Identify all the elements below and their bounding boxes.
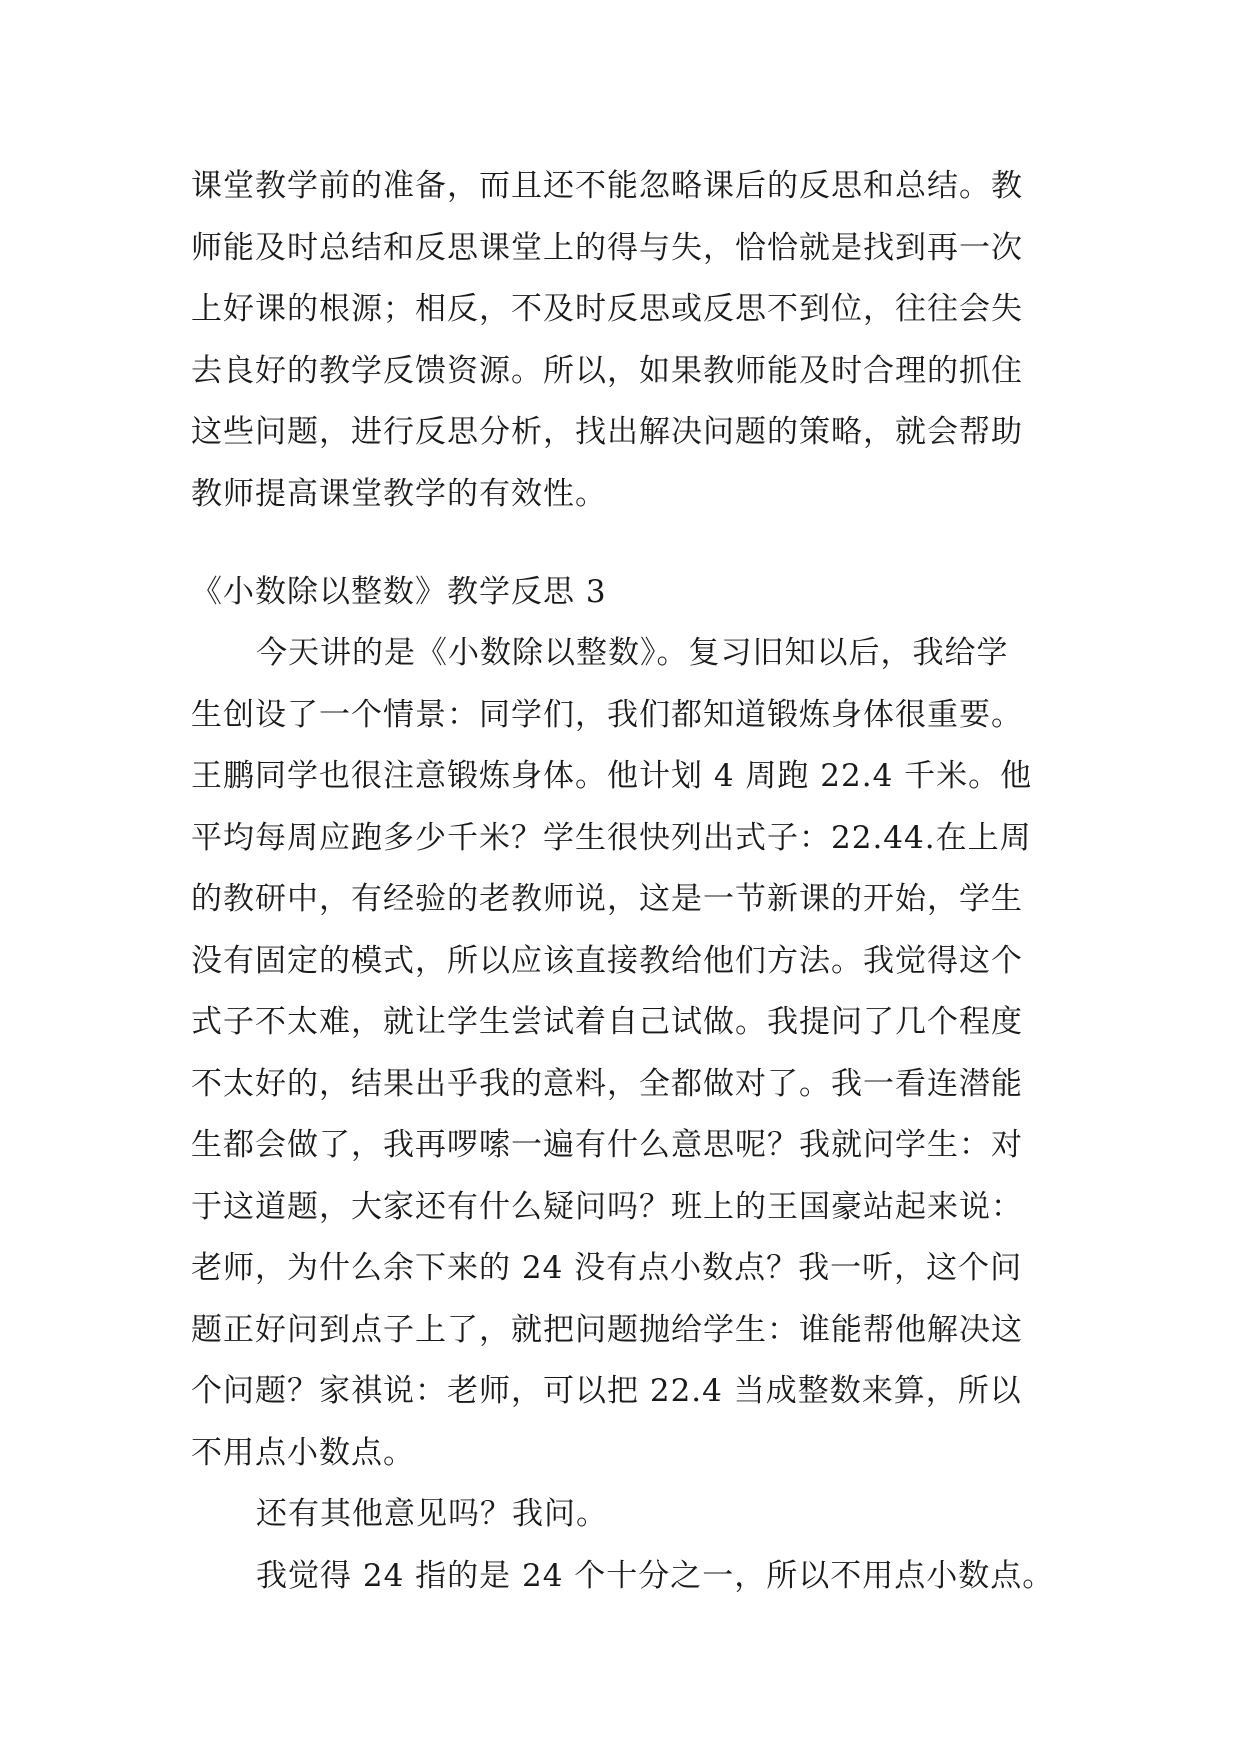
text-line: 没有固定的模式，所以应该直接教给他们方法。我觉得这个 [191, 942, 1023, 979]
text-line: 我觉得 24 指的是 24 个十分之一，所以不用点小数点。 [256, 1557, 1055, 1594]
text-line: 生创设了一个情景：同学们，我们都知道锻炼身体很重要。 [191, 696, 1023, 733]
body-paragraph-2 [191, 1484, 1071, 1546]
text-line: 课堂教学前的准备，而且还不能忽略课后的反思和总结。教 [191, 168, 1023, 204]
text-line: 的教研中，有经验的老教师说，这是一节新课的开始，学生 [191, 881, 1023, 917]
text-line: 还有其他意见吗？我问。 [256, 1496, 608, 1532]
body-paragraph-1 [191, 623, 1071, 1484]
text-line: 王鹏同学也很注意锻炼身体。他计划 4 周跑 22.4 千米。他 [191, 758, 1033, 794]
section-body [191, 623, 1071, 1607]
text-line: 老师，为什么余下来的 24 没有点小数点？我一听，这个问 [191, 1250, 1023, 1286]
body-paragraph-3 [191, 1546, 1071, 1608]
text-line: 不太好的，结果出乎我的意料，全都做对了。我一看连潜能 [191, 1065, 1023, 1102]
text-line: 平均每周应跑多少千米？学生很快列出式子：22.44.在上周 [191, 819, 1032, 856]
text-line: 今天讲的是《小数除以整数》。复习旧知以后，我给学 [256, 635, 1009, 671]
section-title: 《小数除以整数》教学反思 3 [191, 574, 607, 610]
text-line: 这些问题，进行反思分析，找出解决问题的策略，就会帮助 [191, 414, 1023, 450]
text-line: 于这道题，大家还有什么疑问吗？班上的王国豪站起来说： [191, 1188, 1023, 1225]
text-line: 个问题？家祺说：老师，可以把 22.4 当成整数来算，所以 [191, 1373, 1022, 1409]
text-line: 师能及时总结和反思课堂上的得与失，恰恰就是找到再一次 [191, 229, 1023, 266]
text-line: 式子不太难，就让学生尝试着自己试做。我提问了几个程度 [191, 1004, 1023, 1040]
text-line: 不用点小数点。 [191, 1434, 415, 1471]
text-line: 去良好的教学反馈资源。所以，如果教师能及时合理的抓住 [191, 352, 1023, 389]
text-line: 生都会做了，我再啰嗦一遍有什么意思呢？我就问学生：对 [191, 1127, 1023, 1163]
text-line: 题正好问到点子上了，就把问题抛给学生：谁能帮他解决这 [191, 1311, 1023, 1348]
text-line: 教师提高课堂教学的有效性。 [191, 475, 607, 512]
section-heading-block [191, 562, 1071, 624]
previous-section-paragraph [191, 156, 1071, 525]
text-line: 上好课的根源；相反，不及时反思或反思不到位，往往会失 [191, 291, 1023, 327]
